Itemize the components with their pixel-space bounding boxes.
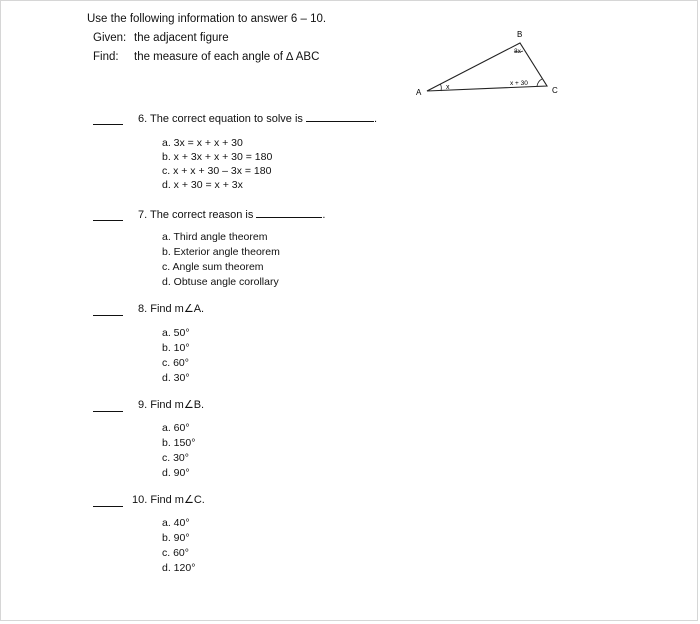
question-9-text: 9. Find m∠B.	[138, 399, 205, 411]
question-6-option-a: a. 3x = x + x + 30	[162, 137, 243, 149]
question-8-option-d: d. 30°	[162, 372, 190, 384]
question-6-option-c: c. x + x + 30 – 3x = 180	[162, 165, 272, 177]
answer-blank-8[interactable]	[93, 315, 123, 316]
question-7-inline-blank[interactable]	[256, 208, 322, 218]
question-6: 6. The correct equation to solve is .	[138, 113, 378, 125]
answer-blank-10[interactable]	[93, 506, 123, 507]
question-6-option-d: d. x + 30 = x + 3x	[162, 179, 243, 191]
answer-blank-6[interactable]	[93, 124, 123, 125]
vertex-a-label: A	[416, 88, 422, 97]
question-9-option-d: d. 90°	[162, 467, 190, 479]
question-8-option-a: a. 50°	[162, 327, 190, 339]
angle-a-label: x	[446, 84, 450, 91]
given-label: Given:	[93, 32, 127, 44]
question-7-option-d: d. Obtuse angle corollary	[162, 276, 279, 288]
given-text: the adjacent figure	[134, 32, 229, 44]
question-9-option-b: b. 150°	[162, 437, 196, 449]
question-10-option-d: d. 120°	[162, 562, 196, 574]
vertex-b-label: B	[517, 30, 523, 39]
question-9-option-c: c. 30°	[162, 452, 189, 464]
vertex-c-label: C	[552, 86, 558, 95]
question-8-text: 8. Find m∠A.	[138, 303, 205, 315]
question-10-option-a: a. 40°	[162, 517, 190, 529]
answer-blank-7[interactable]	[93, 220, 123, 221]
question-8-option-c: c. 60°	[162, 357, 189, 369]
question-10-option-c: c. 60°	[162, 547, 189, 559]
question-7-option-c: c. Angle sum theorem	[162, 261, 264, 273]
question-6-option-b: b. x + 3x + x + 30 = 180	[162, 151, 273, 163]
angle-b-label: 3x	[514, 48, 521, 55]
question-6-inline-blank[interactable]	[306, 112, 374, 122]
answer-blank-9[interactable]	[93, 411, 123, 412]
find-text: the measure of each angle of ∆ ABC	[134, 51, 320, 63]
triangle-abc-figure	[411, 25, 581, 101]
question-7: 7. The correct reason is .	[138, 209, 326, 221]
angle-c-label: x + 30	[510, 80, 528, 87]
question-10-option-b: b. 90°	[162, 532, 190, 544]
question-10-text: 10. Find m∠C.	[132, 494, 205, 506]
question-8-option-b: b. 10°	[162, 342, 190, 354]
question-7-text: 7. The correct reason is	[138, 209, 254, 221]
triangle-abc	[427, 43, 547, 91]
question-9-option-a: a. 60°	[162, 422, 190, 434]
find-label: Find:	[93, 51, 119, 63]
instruction-text: Use the following information to answer 6 – 10.	[87, 13, 327, 25]
question-7-option-b: b. Exterior angle theorem	[162, 246, 280, 258]
question-7-option-a: a. Third angle theorem	[162, 231, 268, 243]
question-6-text: 6. The correct equation to solve is	[138, 113, 303, 125]
angle-c-arc	[537, 79, 542, 86]
